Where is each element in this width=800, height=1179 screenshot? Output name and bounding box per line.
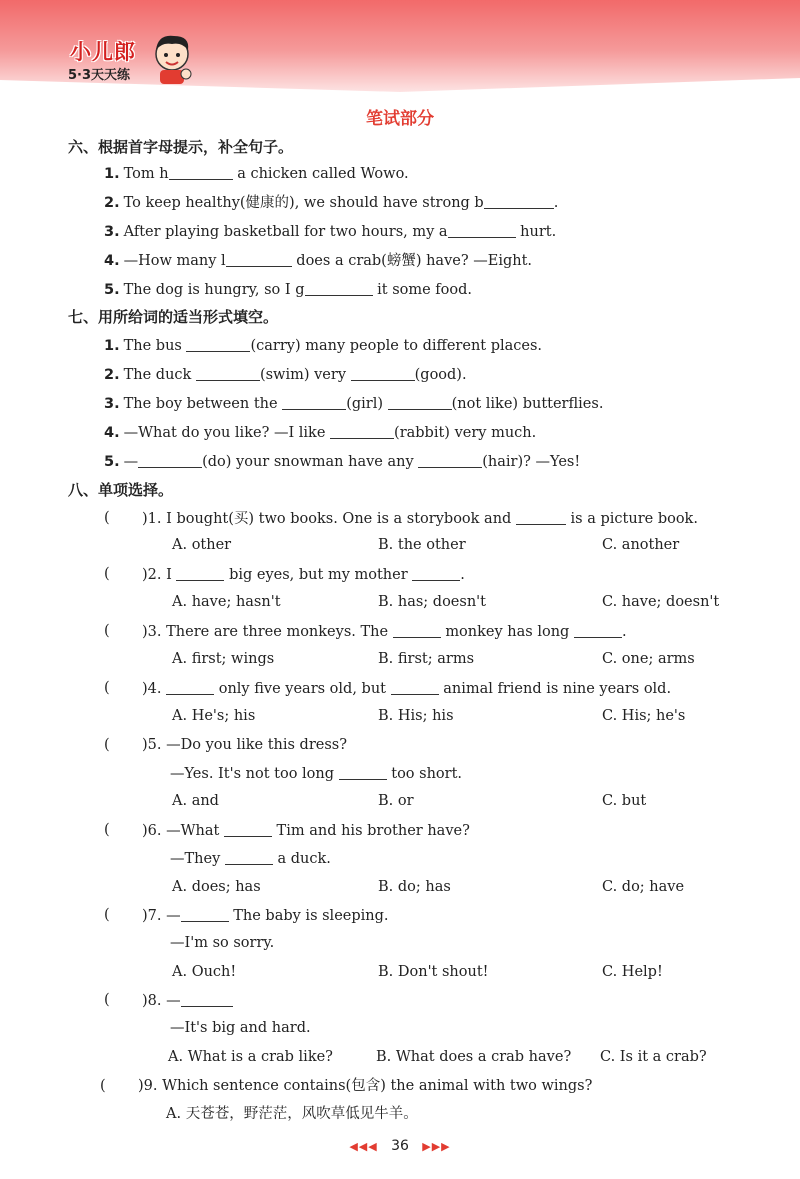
p7-item-4: 4. —What do you like? —I like (rabbit) very much. (104, 422, 536, 443)
q2-option-b[interactable]: B. has; doesn't (378, 594, 486, 610)
q3-option-c[interactable]: C. one; arms (602, 651, 695, 667)
answer-blank[interactable] (388, 393, 452, 410)
p7-item-5: 5. — (do) your snowman have any (hair)? —Yes! (104, 451, 580, 472)
p7-item-2: 2. The duck (swim) very (good). (104, 364, 467, 385)
q4-option-a[interactable]: A. He's; his (172, 708, 256, 724)
answer-paren[interactable]: ( (104, 992, 110, 1008)
q4-stem: )4. only five years old, but animal friend is nine years old. (142, 678, 671, 699)
p6-item-5: 5. The dog is hungry, so I g it some food. (104, 279, 472, 300)
q2-option-c[interactable]: C. have; doesn't (602, 594, 720, 610)
p6-item-2: 2. To keep healthy(健康的), we should have strong b . (104, 192, 558, 213)
answer-blank[interactable] (448, 221, 516, 238)
section-title: 笔试部分 (366, 109, 434, 129)
answer-blank[interactable] (516, 508, 566, 525)
left-arrows-icon: ◀◀◀ (349, 1140, 378, 1153)
part7-heading: 七、用所给词的适当形式填空。 (68, 308, 279, 326)
answer-blank[interactable] (339, 763, 387, 780)
answer-blank[interactable] (412, 564, 460, 581)
q7-stem: )7. — The baby is sleeping. (142, 905, 389, 926)
q6-option-c[interactable]: C. do; have (602, 879, 685, 895)
q6-stem: )6. —What Tim and his brother have? (142, 820, 470, 841)
answer-blank[interactable] (391, 678, 439, 695)
q8-option-b[interactable]: B. What does a crab have? (376, 1049, 572, 1065)
q5-stem: )5. —Do you like this dress? (142, 737, 347, 753)
right-arrows-icon: ▶▶▶ (422, 1140, 451, 1153)
q6-option-b[interactable]: B. do; has (378, 879, 451, 895)
answer-blank[interactable] (169, 163, 233, 180)
answer-blank[interactable] (351, 364, 415, 381)
q8-stem: )8. — (142, 990, 233, 1011)
p6-item-3: 3. After playing basketball for two hours, my a hurt. (104, 221, 556, 242)
q5-option-b[interactable]: B. or (378, 793, 414, 809)
q5-option-c[interactable]: C. but (602, 793, 647, 809)
answer-blank[interactable] (574, 621, 622, 638)
answer-blank[interactable] (225, 848, 273, 865)
p6-item-4: 4. —How many l does a crab(螃蟹) have? —Eight. (104, 250, 532, 271)
answer-blank[interactable] (186, 335, 250, 352)
p7-item-1: 1. The bus (carry) many people to different places. (104, 335, 542, 356)
q1-option-b[interactable]: B. the other (378, 537, 466, 553)
q9-option-a[interactable]: A. 天苍苍，野茫茫，风吹草低见牛羊。 (166, 1106, 418, 1122)
q5-stem-line2: —Yes. It's not too long too short. (170, 763, 462, 784)
answer-blank[interactable] (196, 364, 260, 381)
answer-paren[interactable]: ( (104, 680, 110, 696)
answer-blank[interactable] (138, 451, 202, 468)
answer-blank[interactable] (226, 250, 292, 267)
q7-stem-line2: —I'm so sorry. (170, 935, 275, 951)
answer-paren[interactable]: ( (104, 510, 110, 526)
q4-option-c[interactable]: C. His; he's (602, 708, 686, 724)
answer-blank[interactable] (282, 393, 346, 410)
q7-option-b[interactable]: B. Don't shout! (378, 964, 489, 980)
q5-option-a[interactable]: A. and (172, 793, 219, 809)
q1-option-a[interactable]: A. other (172, 537, 232, 553)
logo-subtitle: 5·3天天练 (68, 68, 131, 83)
answer-blank[interactable] (176, 564, 224, 581)
q4-option-b[interactable]: B. His; his (378, 708, 454, 724)
answer-blank[interactable] (305, 279, 373, 296)
q7-option-c[interactable]: C. Help! (602, 964, 663, 980)
q1-stem: )1. I bought(买) two books. One is a storybook and is a picture book. (142, 508, 698, 529)
answer-paren[interactable]: ( (104, 822, 110, 838)
mascot-boy-icon (148, 30, 196, 86)
answer-blank[interactable] (393, 621, 441, 638)
answer-paren[interactable]: ( (104, 623, 110, 639)
answer-blank[interactable] (166, 678, 214, 695)
answer-blank[interactable] (181, 905, 229, 922)
answer-paren[interactable]: ( (100, 1078, 106, 1094)
answer-blank[interactable] (181, 990, 233, 1007)
q6-stem-line2: —They a duck. (170, 848, 331, 869)
p7-item-3: 3. The boy between the (girl) (not like) butterflies. (104, 393, 603, 414)
page-footer (0, 1138, 800, 1154)
q8-option-c[interactable]: C. Is it a crab? (600, 1049, 707, 1065)
page-number: 36 (391, 1138, 409, 1154)
q3-option-b[interactable]: B. first; arms (378, 651, 475, 667)
q3-option-a[interactable]: A. first; wings (172, 651, 275, 667)
answer-blank[interactable] (418, 451, 482, 468)
answer-blank[interactable] (224, 820, 272, 837)
q8-stem-line2: —It's big and hard. (170, 1020, 311, 1036)
q9-stem: )9. Which sentence contains(包含) the animal with two wings? (138, 1078, 593, 1094)
q2-stem: )2. I big eyes, but my mother . (142, 564, 465, 585)
answer-blank[interactable] (330, 422, 394, 439)
q6-option-a[interactable]: A. does; has (172, 879, 261, 895)
part8-heading: 八、单项选择。 (68, 481, 174, 499)
q2-option-a[interactable]: A. have; hasn't (172, 594, 281, 610)
answer-blank[interactable] (484, 192, 554, 209)
answer-paren[interactable]: ( (104, 907, 110, 923)
q1-option-c[interactable]: C. another (602, 537, 680, 553)
q8-option-a[interactable]: A. What is a crab like? (168, 1049, 333, 1065)
p6-item-1: 1. Tom h a chicken called Wowo. (104, 163, 409, 184)
logo-title: 小儿郎 (70, 40, 136, 64)
part6-heading: 六、根据首字母提示，补全句子。 (68, 138, 294, 156)
q7-option-a[interactable]: A. Ouch! (172, 964, 237, 980)
answer-paren[interactable]: ( (104, 737, 110, 753)
answer-paren[interactable]: ( (104, 566, 110, 582)
q3-stem: )3. There are three monkeys. The monkey has long . (142, 621, 627, 642)
